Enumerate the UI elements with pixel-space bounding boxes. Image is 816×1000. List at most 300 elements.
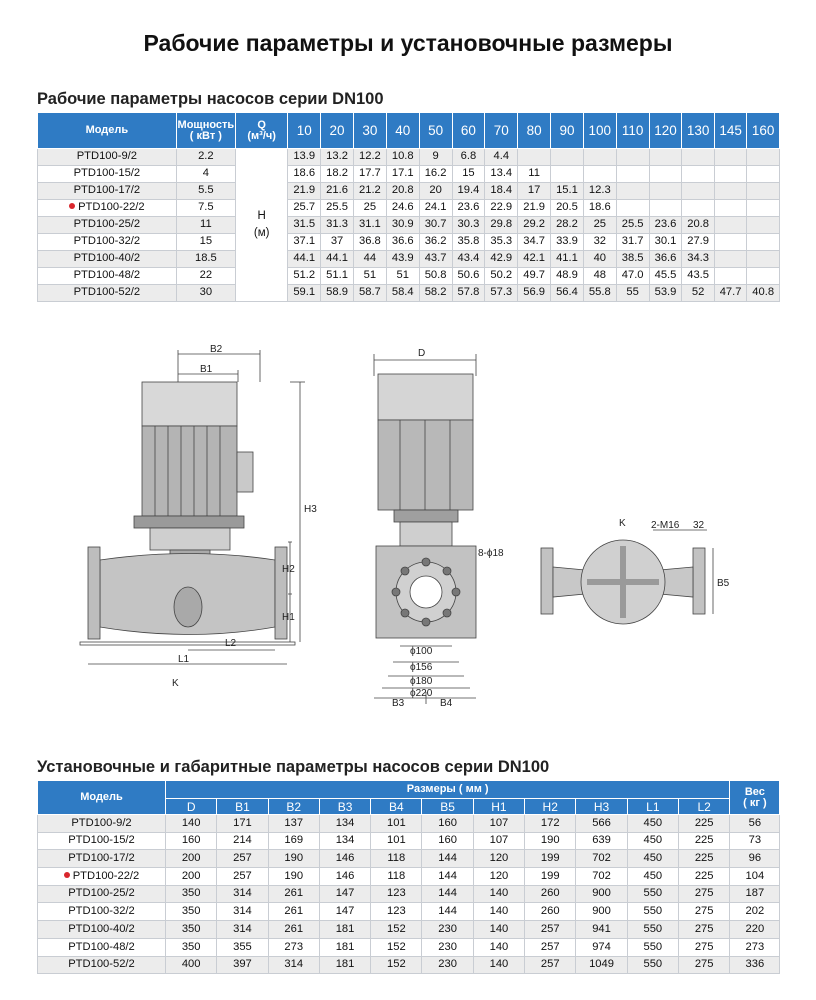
head-value-cell: 52 xyxy=(682,285,714,302)
model-name: PTD100-22/2 xyxy=(72,869,140,882)
flow-header: 145 xyxy=(714,113,746,149)
dimension-value-cell: 152 xyxy=(371,921,422,939)
dimension-value-cell: 160 xyxy=(422,815,473,833)
dimension-value-cell: 900 xyxy=(576,885,627,903)
dimension-value-cell: 450 xyxy=(627,850,678,868)
head-value-cell: 25.5 xyxy=(616,217,649,234)
head-value-cell: 4.4 xyxy=(485,149,518,166)
head-value-cell xyxy=(714,234,746,251)
dim-label-b3: B3 xyxy=(392,698,405,706)
dimension-value-cell: 123 xyxy=(371,885,422,903)
model-cell xyxy=(38,956,166,974)
model-name: PTD100-32/2 xyxy=(68,905,135,918)
weight-header-label: Вес xyxy=(744,785,765,798)
head-value-cell: 20.8 xyxy=(682,217,714,234)
dimension-value-cell: 314 xyxy=(217,921,268,939)
head-value-cell: 32 xyxy=(583,234,616,251)
head-value-cell: 20.8 xyxy=(386,183,419,200)
dimension-value-cell: 120 xyxy=(473,868,524,886)
dimension-value-cell: 199 xyxy=(525,868,576,886)
head-value-cell: 43.4 xyxy=(452,251,485,268)
head-value-cell: 58.4 xyxy=(386,285,419,302)
head-value-cell xyxy=(616,149,649,166)
head-value-cell: 44.1 xyxy=(288,251,321,268)
head-value-cell: 31.5 xyxy=(288,217,321,234)
head-value-cell xyxy=(714,149,746,166)
dimensions-table-body xyxy=(38,815,780,974)
flow-header: 70 xyxy=(485,113,518,149)
head-value-cell: 50.8 xyxy=(419,268,452,285)
head-value-cell: 13.2 xyxy=(321,149,354,166)
dimension-value-cell: 160 xyxy=(422,832,473,850)
model-cell xyxy=(38,903,166,921)
dim-label-d220: ϕ220 xyxy=(410,688,433,699)
flow-header: 50 xyxy=(419,113,452,149)
head-label: Н xyxy=(257,209,266,222)
model-cell xyxy=(38,251,177,268)
head-value-cell xyxy=(747,234,780,251)
head-value-cell xyxy=(649,149,682,166)
dimension-value-cell: 639 xyxy=(576,832,627,850)
head-value-cell xyxy=(747,251,780,268)
head-value-cell: 57.8 xyxy=(452,285,485,302)
dim-label-b4: B4 xyxy=(440,698,453,706)
dimension-value-cell: 107 xyxy=(473,832,524,850)
head-value-cell: 23.6 xyxy=(649,217,682,234)
head-value-cell: 31.7 xyxy=(616,234,649,251)
power-cell: 30 xyxy=(176,285,235,302)
weight-cell: 202 xyxy=(730,903,780,921)
head-value-cell: 30.9 xyxy=(386,217,419,234)
dimension-value-cell: 118 xyxy=(371,868,422,886)
table-row xyxy=(38,251,780,268)
model-cell xyxy=(38,166,177,183)
head-value-cell: 35.3 xyxy=(485,234,518,251)
dim-label-bolts: 2-M16 xyxy=(651,520,680,531)
head-value-cell: 36.6 xyxy=(649,251,682,268)
head-value-cell xyxy=(616,200,649,217)
dimension-value-cell: 190 xyxy=(268,850,319,868)
head-value-cell xyxy=(747,217,780,234)
dimension-value-cell: 225 xyxy=(678,868,729,886)
dimension-value-cell: 900 xyxy=(576,903,627,921)
head-value-cell: 42.1 xyxy=(518,251,551,268)
dimension-column-header: L1 xyxy=(627,799,678,815)
model-cell xyxy=(38,285,177,302)
dimension-value-cell: 450 xyxy=(627,868,678,886)
head-value-cell: 53.9 xyxy=(649,285,682,302)
head-value-cell: 18.2 xyxy=(321,166,354,183)
dimension-value-cell: 450 xyxy=(627,832,678,850)
head-value-cell xyxy=(747,183,780,200)
dimension-value-cell: 140 xyxy=(473,938,524,956)
head-value-cell: 41.1 xyxy=(551,251,584,268)
head-value-cell: 21.6 xyxy=(321,183,354,200)
dimension-column-header: B1 xyxy=(217,799,268,815)
dimension-value-cell: 350 xyxy=(166,921,217,939)
model-header: Модель xyxy=(38,113,177,149)
dimension-value-cell: 702 xyxy=(576,850,627,868)
dimension-value-cell: 1049 xyxy=(576,956,627,974)
flow-header: 130 xyxy=(682,113,714,149)
table-row xyxy=(38,183,780,200)
head-value-cell: 25 xyxy=(583,217,616,234)
dim-label-l2: L2 xyxy=(225,638,237,649)
dimension-value-cell: 550 xyxy=(627,885,678,903)
dimension-value-cell: 260 xyxy=(525,885,576,903)
dimension-value-cell: 172 xyxy=(525,815,576,833)
head-value-cell: 40 xyxy=(583,251,616,268)
head-value-cell: 31.3 xyxy=(321,217,354,234)
table-row xyxy=(38,234,780,251)
table-row xyxy=(38,921,780,939)
page-title: Рабочие параметры и установочные размеры xyxy=(143,30,673,56)
flow-header: 100 xyxy=(583,113,616,149)
head-value-cell xyxy=(682,200,714,217)
dimension-value-cell: 314 xyxy=(217,903,268,921)
selected-marker-icon xyxy=(69,203,75,209)
model-name: PTD100-40/2 xyxy=(68,922,135,935)
dimension-value-cell: 550 xyxy=(627,903,678,921)
dimension-value-cell: 257 xyxy=(217,850,268,868)
head-value-cell xyxy=(616,183,649,200)
dimension-value-cell: 257 xyxy=(525,921,576,939)
power-cell: 5.5 xyxy=(176,183,235,200)
model-name: PTD100-17/2 xyxy=(68,852,135,865)
model-name: PTD100-9/2 xyxy=(71,816,132,829)
head-value-cell xyxy=(714,166,746,183)
table-row xyxy=(38,217,780,234)
weight-cell: 220 xyxy=(730,921,780,939)
dim-label-32: 32 xyxy=(693,520,705,531)
head-value-cell: 11 xyxy=(518,166,551,183)
head-value-cell xyxy=(714,200,746,217)
performance-table-title: Рабочие параметры насосов серии DN100 xyxy=(37,90,384,108)
head-value-cell xyxy=(583,166,616,183)
model-name: PTD100-52/2 xyxy=(73,286,141,299)
dimension-value-cell: 123 xyxy=(371,903,422,921)
head-unit: (м) xyxy=(253,227,270,239)
dimension-column-header: B2 xyxy=(268,799,319,815)
q-header-label: Q xyxy=(257,118,266,131)
dimension-column-header: B5 xyxy=(422,799,473,815)
head-value-cell xyxy=(714,268,746,285)
dimension-value-cell: 225 xyxy=(678,815,729,833)
head-value-cell: 48 xyxy=(583,268,616,285)
head-value-cell: 21.9 xyxy=(518,200,551,217)
power-cell: 11 xyxy=(176,217,235,234)
dimension-value-cell: 225 xyxy=(678,832,729,850)
dimension-value-cell: 200 xyxy=(166,850,217,868)
power-header-label: Мощность xyxy=(177,118,235,131)
flow-header: 10 xyxy=(288,113,321,149)
head-value-cell: 51 xyxy=(386,268,419,285)
head-value-cell: 24.6 xyxy=(386,200,419,217)
dimension-value-cell: 230 xyxy=(422,921,473,939)
head-value-cell: 55 xyxy=(616,285,649,302)
dimension-value-cell: 257 xyxy=(525,956,576,974)
dimension-value-cell: 140 xyxy=(473,885,524,903)
dim-label-h2: H2 xyxy=(282,564,295,575)
head-value-cell: 9 xyxy=(419,149,452,166)
head-value-cell: 58.9 xyxy=(321,285,354,302)
table-row xyxy=(38,149,780,166)
head-value-cell: 22.9 xyxy=(485,200,518,217)
dimension-value-cell: 275 xyxy=(678,885,729,903)
dimension-value-cell: 181 xyxy=(319,956,370,974)
head-value-cell: 43.5 xyxy=(682,268,714,285)
table-row xyxy=(38,285,780,302)
dim-label-d: D xyxy=(418,348,426,359)
head-value-cell: 31.1 xyxy=(353,217,386,234)
dimensions-table-title: Установочные и габаритные параметры насосов серии DN100 xyxy=(37,758,550,776)
head-value-cell xyxy=(682,183,714,200)
model-cell xyxy=(38,149,177,166)
power-cell: 2.2 xyxy=(176,149,235,166)
head-value-cell xyxy=(682,166,714,183)
table-row xyxy=(38,956,780,974)
dimension-value-cell: 941 xyxy=(576,921,627,939)
dimension-value-cell: 230 xyxy=(422,956,473,974)
head-value-cell: 34.7 xyxy=(518,234,551,251)
dimension-column-header: B3 xyxy=(319,799,370,815)
dimension-value-cell: 273 xyxy=(268,938,319,956)
weight-header xyxy=(730,781,780,815)
dimension-value-cell: 190 xyxy=(525,832,576,850)
dim-label-l1: L1 xyxy=(178,654,190,665)
dimension-value-cell: 257 xyxy=(525,938,576,956)
head-value-cell xyxy=(518,149,551,166)
head-value-cell xyxy=(649,166,682,183)
head-value-cell xyxy=(583,149,616,166)
dimension-value-cell: 144 xyxy=(422,903,473,921)
dimension-value-cell: 350 xyxy=(166,885,217,903)
dimension-column-header: D xyxy=(166,799,217,815)
weight-cell: 96 xyxy=(730,850,780,868)
selected-marker-icon xyxy=(64,872,70,878)
head-value-cell: 45.5 xyxy=(649,268,682,285)
model-name: PTD100-9/2 xyxy=(76,150,138,163)
head-value-cell: 21.9 xyxy=(288,183,321,200)
model-cell xyxy=(38,217,177,234)
dimension-value-cell: 566 xyxy=(576,815,627,833)
head-value-cell: 44.1 xyxy=(321,251,354,268)
head-value-cell: 55.8 xyxy=(583,285,616,302)
dimension-value-cell: 260 xyxy=(525,903,576,921)
table-row xyxy=(38,832,780,850)
dim-label-b1: B1 xyxy=(200,364,213,375)
dim-label-h3: H3 xyxy=(304,504,317,515)
dimensions-header-row-1 xyxy=(38,781,780,799)
head-value-cell: 29.8 xyxy=(485,217,518,234)
dimension-value-cell: 152 xyxy=(371,956,422,974)
dimension-value-cell: 171 xyxy=(217,815,268,833)
dimension-value-cell: 152 xyxy=(371,938,422,956)
weight-cell: 104 xyxy=(730,868,780,886)
dimension-value-cell: 214 xyxy=(217,832,268,850)
table-row xyxy=(38,885,780,903)
head-value-cell: 25.7 xyxy=(288,200,321,217)
dimension-value-cell: 134 xyxy=(319,815,370,833)
sizes-header: Размеры ( мм ) xyxy=(166,781,730,799)
model-name: PTD100-48/2 xyxy=(68,940,135,953)
head-value-cell: 51.1 xyxy=(321,268,354,285)
dimension-value-cell: 261 xyxy=(268,903,319,921)
head-value-cell: 17.7 xyxy=(353,166,386,183)
dimension-value-cell: 257 xyxy=(217,868,268,886)
dimension-value-cell: 261 xyxy=(268,921,319,939)
model-cell xyxy=(38,850,166,868)
dimension-value-cell: 144 xyxy=(422,850,473,868)
pump-top-view-drawing xyxy=(535,512,735,642)
head-value-cell: 50.6 xyxy=(452,268,485,285)
table-row xyxy=(38,868,780,886)
power-cell: 7.5 xyxy=(176,200,235,217)
dimension-value-cell: 147 xyxy=(319,903,370,921)
head-value-cell: 44 xyxy=(353,251,386,268)
dim-label-k: K xyxy=(172,678,179,689)
dimension-value-cell: 107 xyxy=(473,815,524,833)
performance-table-body xyxy=(38,149,780,302)
model-cell xyxy=(38,268,177,285)
table-row xyxy=(38,166,780,183)
dimension-value-cell: 169 xyxy=(268,832,319,850)
model-cell xyxy=(38,200,177,217)
head-value-cell: 20.5 xyxy=(551,200,584,217)
head-value-cell xyxy=(714,217,746,234)
power-cell: 15 xyxy=(176,234,235,251)
weight-cell: 56 xyxy=(730,815,780,833)
dimension-value-cell: 190 xyxy=(268,868,319,886)
weight-cell: 187 xyxy=(730,885,780,903)
table-row xyxy=(38,268,780,285)
dimension-value-cell: 974 xyxy=(576,938,627,956)
dimension-value-cell: 200 xyxy=(166,868,217,886)
dimensions-table xyxy=(37,780,780,974)
model-name: PTD100-32/2 xyxy=(73,235,141,248)
power-cell: 18.5 xyxy=(176,251,235,268)
head-value-cell xyxy=(714,251,746,268)
head-value-cell: 43.9 xyxy=(386,251,419,268)
head-value-cell: 30.3 xyxy=(452,217,485,234)
dimension-value-cell: 160 xyxy=(166,832,217,850)
dim-label-h1: H1 xyxy=(282,612,295,623)
dimension-value-cell: 199 xyxy=(525,850,576,868)
dimension-value-cell: 450 xyxy=(627,815,678,833)
head-value-cell xyxy=(747,149,780,166)
dimension-value-cell: 140 xyxy=(473,903,524,921)
head-value-cell: 25 xyxy=(353,200,386,217)
head-value-cell: 36.8 xyxy=(353,234,386,251)
dim-label-d156: ϕ156 xyxy=(410,662,433,673)
performance-header-row xyxy=(38,113,780,149)
head-value-cell: 13.9 xyxy=(288,149,321,166)
head-value-cell: 25.5 xyxy=(321,200,354,217)
dimension-value-cell: 230 xyxy=(422,938,473,956)
head-value-cell: 15 xyxy=(452,166,485,183)
head-value-cell: 37 xyxy=(321,234,354,251)
head-value-cell: 20 xyxy=(419,183,452,200)
head-value-cell: 36.2 xyxy=(419,234,452,251)
flow-header: 120 xyxy=(649,113,682,149)
head-value-cell: 51.2 xyxy=(288,268,321,285)
dimension-value-cell: 134 xyxy=(319,832,370,850)
head-value-cell: 16.2 xyxy=(419,166,452,183)
head-value-cell: 24.1 xyxy=(419,200,452,217)
weight-cell: 273 xyxy=(730,938,780,956)
dimension-value-cell: 397 xyxy=(217,956,268,974)
dim-label-d180: ϕ180 xyxy=(410,676,433,687)
dimension-value-cell: 144 xyxy=(422,868,473,886)
head-value-cell: 34.3 xyxy=(682,251,714,268)
head-value-cell: 56.4 xyxy=(551,285,584,302)
dimension-value-cell: 550 xyxy=(627,921,678,939)
dimension-value-cell: 275 xyxy=(678,956,729,974)
q-header-unit: (м³/ч) xyxy=(247,129,276,142)
model-name: PTD100-25/2 xyxy=(68,887,135,900)
head-value-cell: 37.1 xyxy=(288,234,321,251)
head-value-cell: 18.6 xyxy=(288,166,321,183)
head-value-cell: 40.8 xyxy=(747,285,780,302)
head-value-cell: 30.1 xyxy=(649,234,682,251)
table-row xyxy=(38,850,780,868)
head-value-cell: 43.7 xyxy=(419,251,452,268)
model-cell xyxy=(38,921,166,939)
dimension-value-cell: 181 xyxy=(319,921,370,939)
dimension-value-cell: 137 xyxy=(268,815,319,833)
head-value-cell: 21.2 xyxy=(353,183,386,200)
model-cell xyxy=(38,234,177,251)
head-value-cell: 15.1 xyxy=(551,183,584,200)
dimension-value-cell: 355 xyxy=(217,938,268,956)
head-value-cell: 29.2 xyxy=(518,217,551,234)
head-value-cell: 23.6 xyxy=(452,200,485,217)
head-value-cell: 12.2 xyxy=(353,149,386,166)
flow-header: 90 xyxy=(551,113,584,149)
dimension-value-cell: 101 xyxy=(371,832,422,850)
head-value-cell: 28.2 xyxy=(551,217,584,234)
dimension-value-cell: 118 xyxy=(371,850,422,868)
dimension-value-cell: 146 xyxy=(319,868,370,886)
head-value-cell: 33.9 xyxy=(551,234,584,251)
head-value-cell: 18.6 xyxy=(583,200,616,217)
model-name: PTD100-15/2 xyxy=(68,834,135,847)
model-cell xyxy=(38,885,166,903)
model-cell xyxy=(38,868,166,886)
head-value-cell xyxy=(649,200,682,217)
pump-side-view-drawing xyxy=(360,346,510,706)
dimension-value-cell: 225 xyxy=(678,850,729,868)
head-value-cell: 6.8 xyxy=(452,149,485,166)
table-row xyxy=(38,815,780,833)
flow-header: 40 xyxy=(386,113,419,149)
dimension-value-cell: 275 xyxy=(678,903,729,921)
model-name: PTD100-25/2 xyxy=(73,218,141,231)
dimension-value-cell: 400 xyxy=(166,956,217,974)
dimension-column-header: B4 xyxy=(371,799,422,815)
weight-header-unit: ( кг ) xyxy=(743,796,767,809)
dimension-value-cell: 350 xyxy=(166,938,217,956)
flow-header: 20 xyxy=(321,113,354,149)
head-value-cell: 50.2 xyxy=(485,268,518,285)
head-value-cell: 47.7 xyxy=(714,285,746,302)
dimension-value-cell: 275 xyxy=(678,938,729,956)
head-value-cell: 12.3 xyxy=(583,183,616,200)
head-value-cell xyxy=(551,149,584,166)
head-value-cell: 35.8 xyxy=(452,234,485,251)
table-row xyxy=(38,903,780,921)
dimension-value-cell: 261 xyxy=(268,885,319,903)
